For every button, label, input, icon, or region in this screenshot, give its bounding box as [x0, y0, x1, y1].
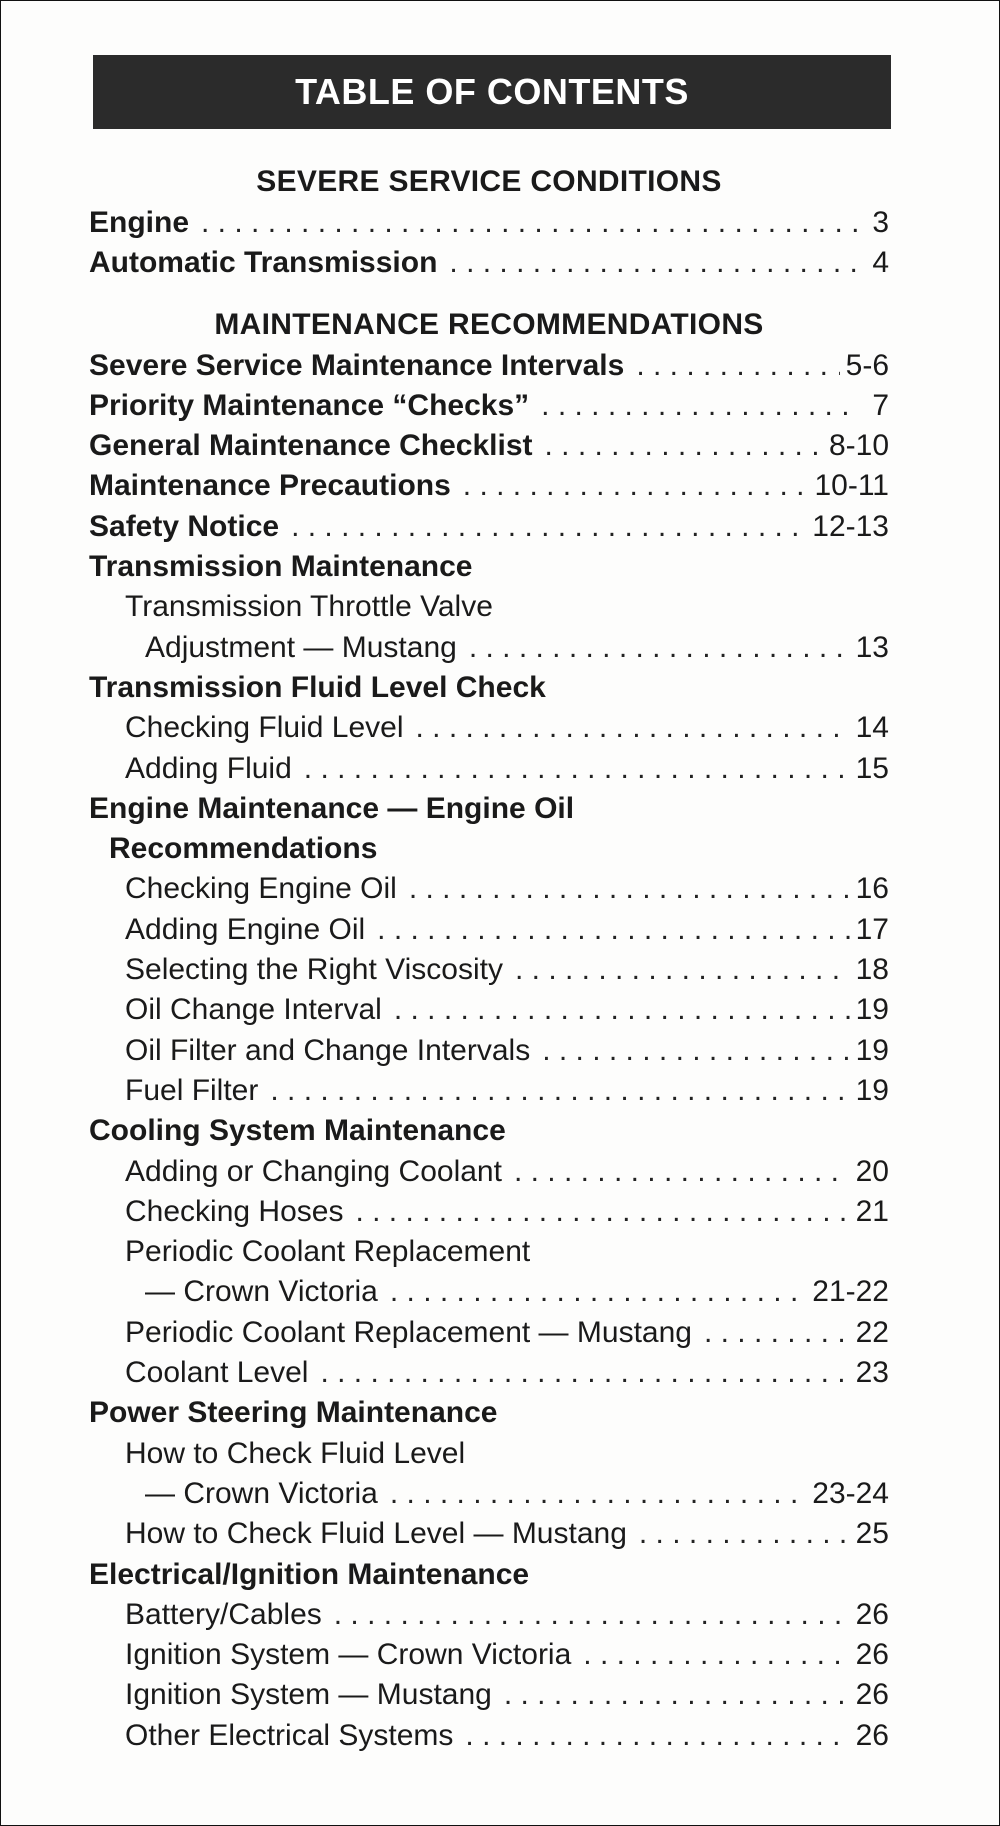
- toc-entry: [89, 1232, 889, 1272]
- toc-entry: [89, 386, 889, 426]
- dot-leader: [201, 203, 859, 243]
- dot-leader: [541, 386, 859, 426]
- toc-entry: [89, 203, 889, 243]
- dot-leader: [639, 1514, 850, 1554]
- toc-entry: [89, 1272, 889, 1312]
- dot-leader: [515, 950, 850, 990]
- toc-entry: [89, 1635, 889, 1675]
- table-of-contents: [89, 161, 889, 1756]
- toc-entry-label: — Crown Victoria: [145, 1476, 378, 1510]
- toc-entry-page-number: 21-22: [812, 1275, 889, 1309]
- toc-entry-label: Electrical/Ignition Maintenance: [89, 1557, 530, 1591]
- toc-entry: [89, 507, 889, 547]
- dot-leader: [583, 1635, 849, 1675]
- section-spacer: [89, 284, 889, 304]
- dot-leader: [334, 1595, 850, 1635]
- toc-entry-label: Other Electrical Systems: [125, 1718, 454, 1752]
- toc-entry-page-number: 5-6: [845, 348, 889, 382]
- toc-entry-label: Selecting the Right Viscosity: [125, 953, 503, 987]
- section-heading: SEVERE SERVICE CONDITIONS: [256, 165, 722, 198]
- dot-leader: [449, 243, 859, 283]
- toc-entry: [89, 1152, 889, 1192]
- toc-entry-page-number: 26: [855, 1678, 889, 1712]
- toc-entry: [89, 1514, 889, 1554]
- toc-entry: [89, 547, 889, 587]
- toc-entry-label: Maintenance Precautions: [89, 469, 451, 503]
- dot-leader: [377, 910, 849, 950]
- toc-entry-page-number: 4: [872, 246, 889, 280]
- dot-leader: [355, 1192, 849, 1232]
- toc-entry-label: How to Check Fluid Level — Mustang: [125, 1517, 627, 1551]
- toc-entry-page-number: 19: [855, 1033, 889, 1067]
- dot-leader: [304, 749, 850, 789]
- dot-leader: [463, 466, 809, 506]
- toc-entry-label: Periodic Coolant Replacement — Mustang: [125, 1315, 692, 1349]
- toc-entry: [89, 990, 889, 1030]
- toc-entry: [89, 426, 889, 466]
- toc-entry: [89, 1192, 889, 1232]
- toc-entry: [89, 1716, 889, 1756]
- dot-leader: [514, 1152, 850, 1192]
- toc-entry-label: Adding Engine Oil: [125, 912, 366, 946]
- toc-entry-page-number: 26: [855, 1718, 889, 1752]
- dot-leader: [291, 507, 806, 547]
- toc-entry-page-number: 19: [855, 993, 889, 1027]
- toc-entry-page-number: 14: [855, 711, 889, 745]
- toc-entry: [89, 628, 889, 668]
- toc-entry-label: Adding Fluid: [125, 751, 292, 785]
- toc-entry-label: Adjustment — Mustang: [145, 630, 457, 664]
- toc-entry: [89, 1393, 889, 1433]
- toc-entry-page-number: 23: [855, 1356, 889, 1390]
- toc-entry: [89, 749, 889, 789]
- toc-entry-label: Adding or Changing Coolant: [125, 1154, 502, 1188]
- toc-entry-page-number: 26: [855, 1597, 889, 1631]
- toc-entry-label: Ignition System — Mustang: [125, 1678, 492, 1712]
- toc-entry: [89, 668, 889, 708]
- toc-entry-page-number: 10-11: [814, 469, 889, 503]
- toc-entry-label: Checking Hoses: [125, 1194, 344, 1228]
- toc-entry-label: Recommendations: [109, 832, 378, 866]
- toc-entry: [89, 1434, 889, 1474]
- toc-entry: [89, 950, 889, 990]
- dot-leader: [390, 1474, 806, 1514]
- toc-entry-label: Checking Engine Oil: [125, 872, 397, 906]
- toc-entry-label: Engine: [89, 206, 190, 239]
- toc-entry: [89, 466, 889, 506]
- toc-entry-label: General Maintenance Checklist: [89, 429, 533, 463]
- toc-entry-page-number: 23-24: [812, 1476, 889, 1510]
- toc-entry: [89, 1031, 889, 1071]
- toc-entry-page-number: 19: [855, 1073, 889, 1107]
- toc-entry-page-number: 22: [855, 1315, 889, 1349]
- toc-entry: [89, 1353, 889, 1393]
- toc-entry-label: Transmission Fluid Level Check: [89, 670, 546, 704]
- toc-entry: [89, 1313, 889, 1353]
- toc-entry-label: Oil Change Interval: [125, 993, 382, 1027]
- toc-entry-label: Oil Filter and Change Intervals: [125, 1033, 531, 1067]
- toc-entry-page-number: 8-10: [828, 429, 889, 463]
- toc-entry-label: Automatic Transmission: [89, 246, 438, 280]
- toc-entry-label: Cooling System Maintenance: [89, 1114, 506, 1148]
- toc-entry: [89, 1474, 889, 1514]
- dot-leader: [504, 1675, 850, 1715]
- toc-entry-label: Periodic Coolant Replacement: [125, 1235, 531, 1269]
- toc-entry-label: Engine Maintenance — Engine Oil: [89, 791, 575, 825]
- toc-entry-page-number: 26: [855, 1638, 889, 1672]
- toc-entry-label: Fuel Filter: [125, 1073, 259, 1107]
- toc-entry-label: Transmission Throttle Valve: [125, 590, 493, 624]
- toc-entry: [89, 1555, 889, 1595]
- toc-entry-label: Ignition System — Crown Victoria: [125, 1638, 572, 1672]
- page-title: TABLE OF CONTENTS: [93, 55, 891, 129]
- dot-leader: [394, 990, 850, 1030]
- dot-leader: [390, 1272, 806, 1312]
- toc-entry: [89, 1595, 889, 1635]
- dot-leader: [704, 1313, 850, 1353]
- toc-entry-label: How to Check Fluid Level: [125, 1436, 466, 1470]
- toc-entry: [89, 1111, 889, 1151]
- toc-entry-label: Severe Service Maintenance Intervals: [89, 348, 625, 382]
- toc-entry-page-number: 18: [855, 953, 889, 987]
- toc-entry-page-number: 7: [872, 388, 889, 422]
- dot-leader: [409, 869, 850, 909]
- toc-entry-label: Battery/Cables: [125, 1597, 322, 1631]
- section-heading: MAINTENANCE RECOMMENDATIONS: [214, 307, 764, 341]
- toc-entry-page-number: 12-13: [812, 509, 889, 543]
- toc-entry: [89, 346, 889, 386]
- toc-entry-label: Priority Maintenance “Checks”: [89, 388, 530, 422]
- toc-entry-page-number: 25: [855, 1517, 889, 1551]
- toc-entry: [89, 587, 889, 627]
- toc-entry-page-number: 21: [855, 1194, 889, 1228]
- dot-leader: [465, 1716, 849, 1756]
- dot-leader: [542, 1031, 849, 1071]
- dot-leader: [320, 1353, 849, 1393]
- toc-entry-label: Power Steering Maintenance: [89, 1396, 498, 1430]
- toc-entry-page-number: 16: [855, 872, 889, 906]
- toc-entry-label: Transmission Maintenance: [89, 550, 473, 584]
- toc-entry-label: Safety Notice: [89, 509, 280, 543]
- toc-entry-page-number: 13: [855, 630, 889, 664]
- toc-entry-page-number: 3: [872, 206, 889, 239]
- toc-entry-page-number: 15: [855, 751, 889, 785]
- dot-leader: [415, 708, 849, 748]
- dot-leader: [469, 628, 850, 668]
- toc-entry-label: Coolant Level: [125, 1356, 309, 1390]
- dot-leader: [636, 346, 839, 386]
- toc-entry: [89, 1071, 889, 1111]
- dot-leader: [545, 426, 823, 466]
- toc-entry-label: — Crown Victoria: [145, 1275, 378, 1309]
- toc-entry: [89, 910, 889, 950]
- toc-entry: [89, 708, 889, 748]
- toc-entry: [89, 829, 889, 869]
- toc-entry-page-number: 17: [855, 912, 889, 946]
- toc-entry-label: Checking Fluid Level: [125, 711, 404, 745]
- toc-entry: [89, 869, 889, 909]
- toc-entry: [89, 1675, 889, 1715]
- dot-leader: [270, 1071, 849, 1111]
- toc-entry: [89, 789, 889, 829]
- toc-entry: [89, 243, 889, 283]
- toc-entry-page-number: 20: [855, 1154, 889, 1188]
